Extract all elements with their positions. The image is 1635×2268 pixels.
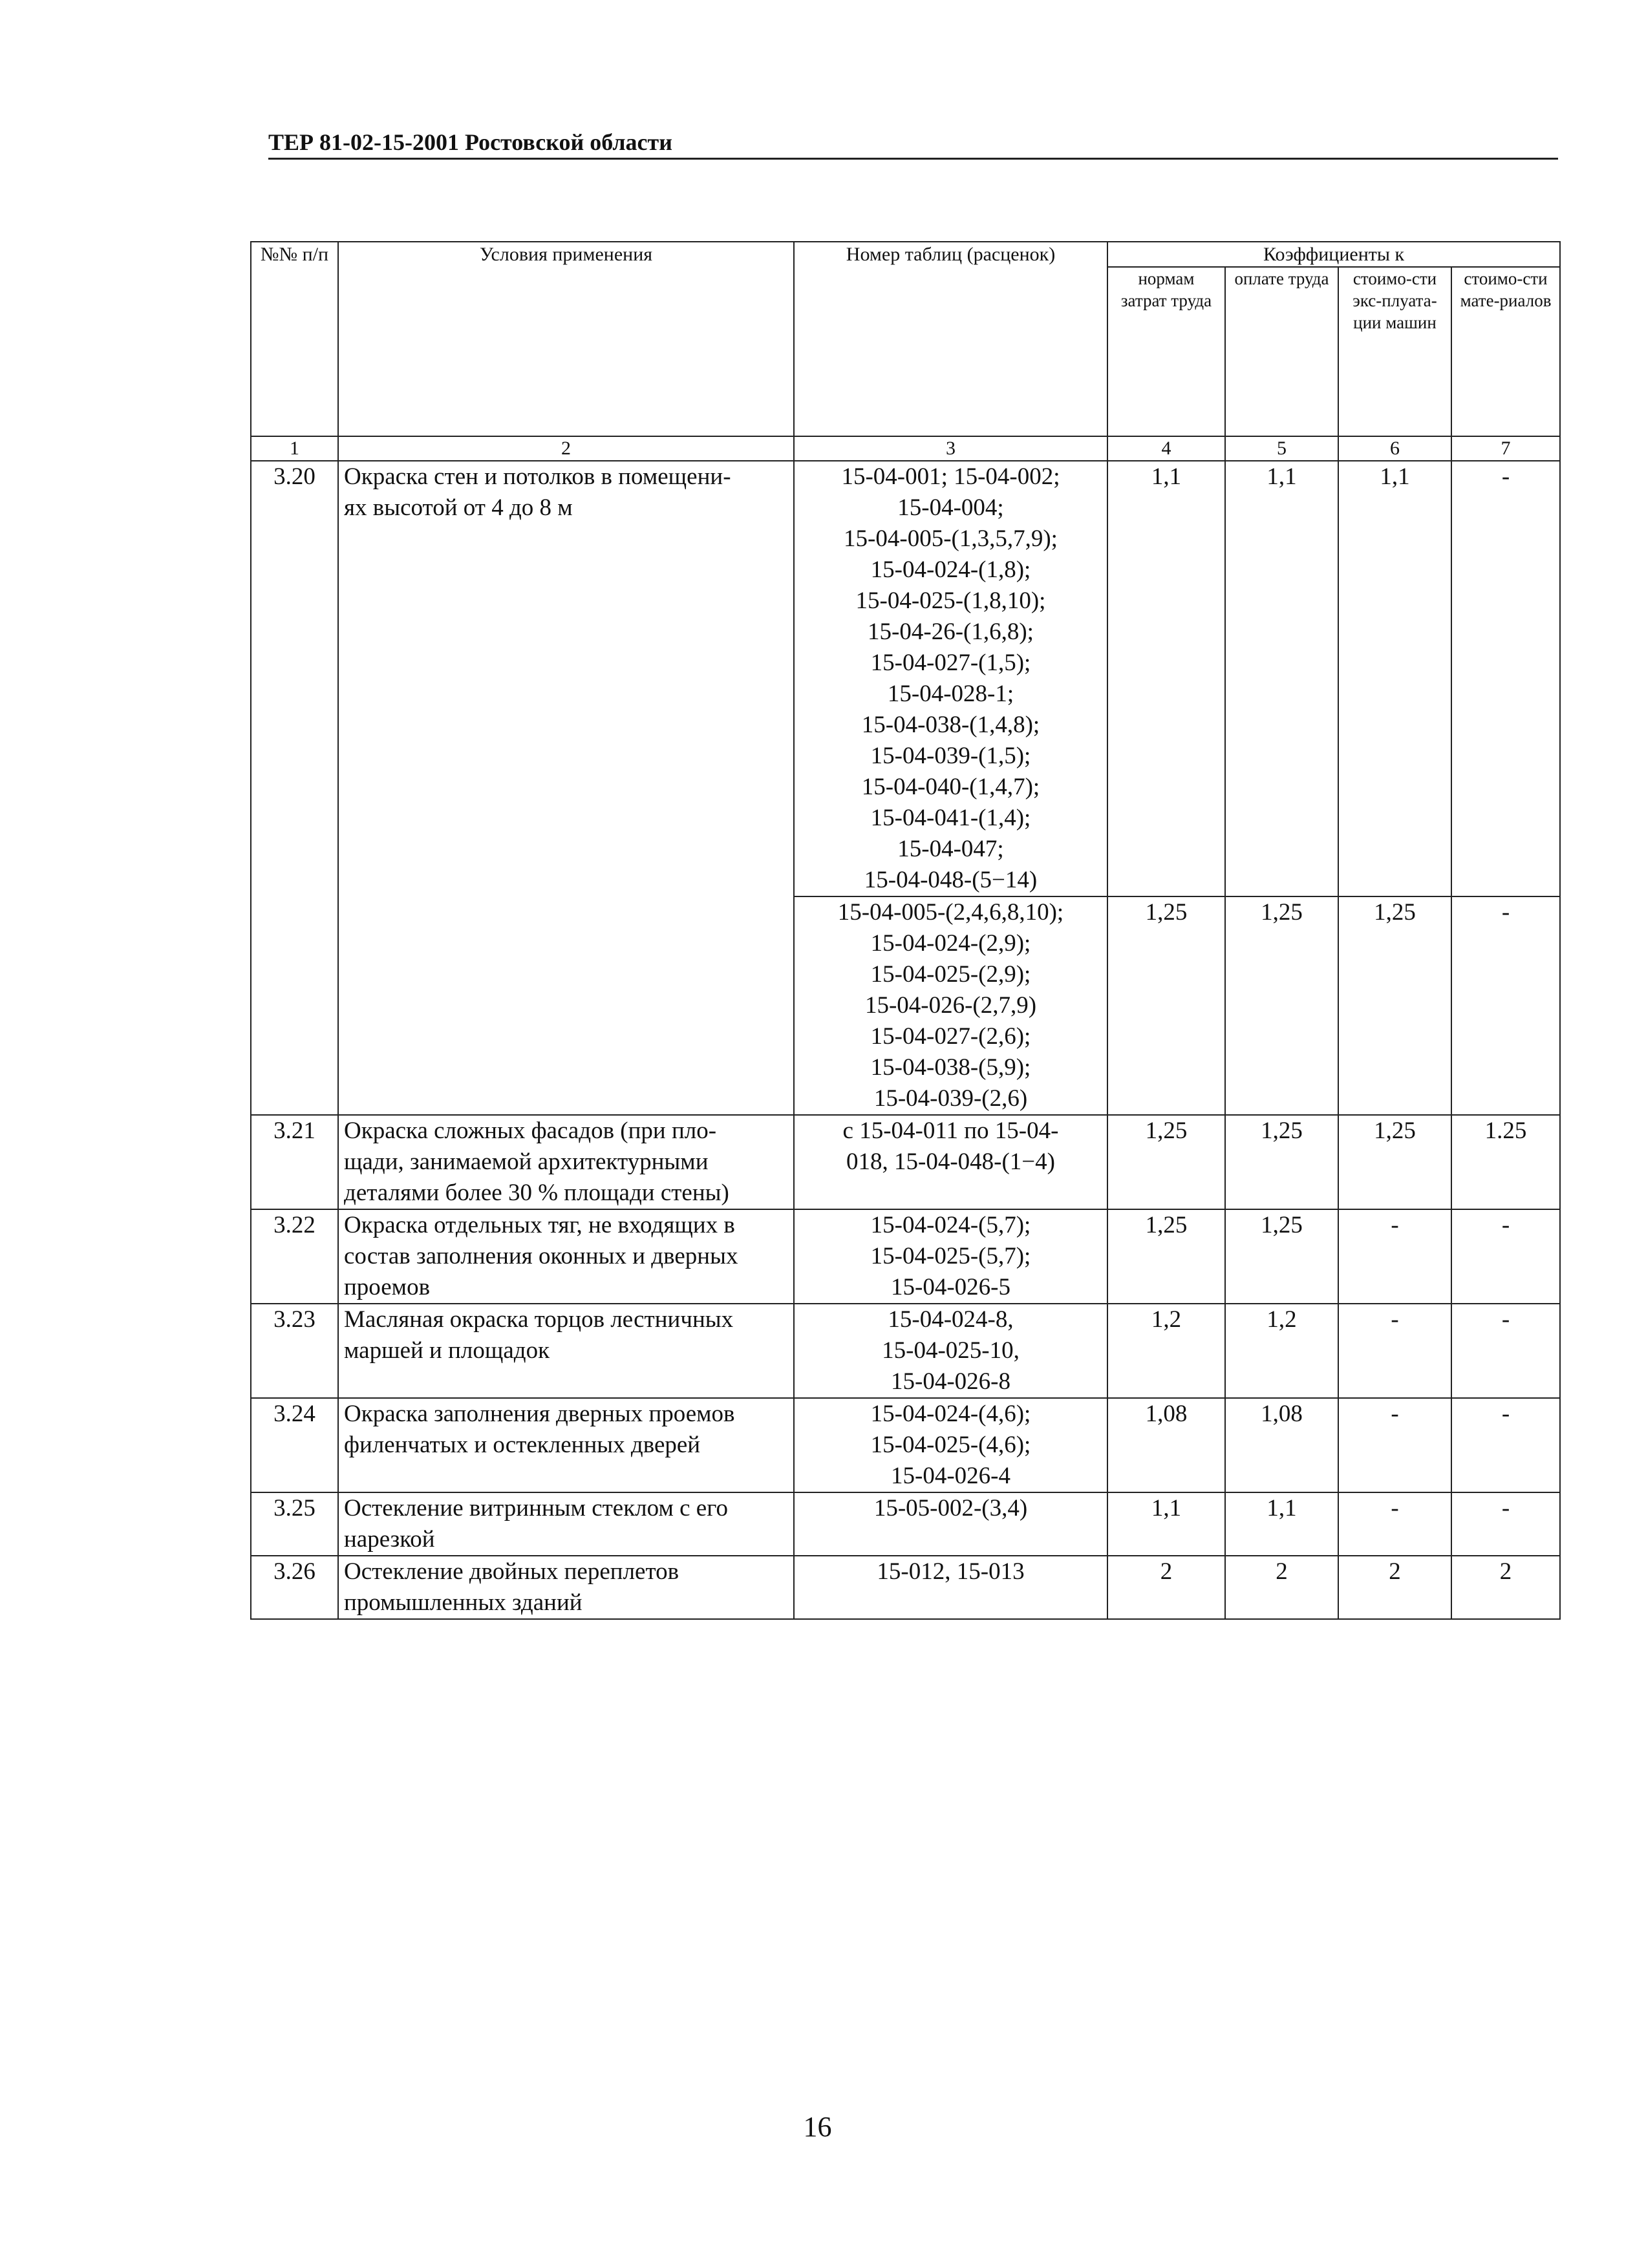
coef-material-cost: - <box>1451 1398 1560 1492</box>
coef-machine-cost: - <box>1338 1304 1451 1398</box>
row-table-numbers: с 15-04-011 по 15-04- 018, 15-04-048-(1−4) <box>794 1115 1107 1209</box>
header-coefficients-group: Коэффициенты к <box>1107 242 1560 267</box>
coef-material-cost: - <box>1451 1209 1560 1304</box>
header-table-numbers: Номер таблиц (расценок) <box>794 242 1107 436</box>
row-number: 3.20 <box>251 461 338 1115</box>
row-condition: Остекление двойных переплетов промышленных зданий <box>338 1556 794 1619</box>
coef-machine-cost: 1,25 <box>1338 1115 1451 1209</box>
column-number: 3 <box>794 436 1107 461</box>
row-table-numbers: 15-04-001; 15-04-002; 15-04-004; 15-04-005-(1,3,5,7,9); 15-04-024-(1,8); 15-04-025-(1,8,10); 15-04-26-(1,6,8); 15-04-027-(1,5); 15-04-028-1; 15-04-038-(1,4,8); 15-04-039-(1,5); 15-04-040-(1,4,7); 15-04-041-(1,4); 15-04-047; 15-04-048-(5−14) <box>794 461 1107 896</box>
coef-machine-cost: 1,1 <box>1338 461 1451 896</box>
coef-labor-pay: 2 <box>1225 1556 1338 1619</box>
row-condition: Окраска сложных фасадов (при пло- щади, занимаемой архитектурными деталями более 30 % площади стены) <box>338 1115 794 1209</box>
row-condition: Окраска стен и потолков в помещени- ях высотой от 4 до 8 м <box>338 461 794 1115</box>
coef-labor-pay: 1,2 <box>1225 1304 1338 1398</box>
row-condition: Окраска отдельных тяг, не входящих в состав заполнения оконных и дверных проемов <box>338 1209 794 1304</box>
coef-labor-norms: 1,1 <box>1107 1492 1225 1556</box>
coef-labor-norms: 1,1 <box>1107 461 1225 896</box>
coef-labor-pay: 1,1 <box>1225 461 1338 896</box>
row-table-numbers: 15-04-024-(5,7); 15-04-025-(5,7); 15-04-026-5 <box>794 1209 1107 1304</box>
column-number: 2 <box>338 436 794 461</box>
coef-labor-pay: 1,08 <box>1225 1398 1338 1492</box>
coef-machine-cost: - <box>1338 1209 1451 1304</box>
row-number: 3.21 <box>251 1115 338 1209</box>
coef-labor-norms: 1,25 <box>1107 1209 1225 1304</box>
coef-material-cost: - <box>1451 1492 1560 1556</box>
coef-machine-cost: 2 <box>1338 1556 1451 1619</box>
coef-machine-cost: - <box>1338 1398 1451 1492</box>
header-conditions: Условия применения <box>338 242 794 436</box>
coef-labor-norms: 2 <box>1107 1556 1225 1619</box>
document-header: ТЕР 81-02-15-2001 Ростовской области <box>268 128 1558 160</box>
coef-labor-pay: 1,1 <box>1225 1492 1338 1556</box>
coefficients-table <box>250 241 1561 1620</box>
row-number: 3.23 <box>251 1304 338 1398</box>
table-row <box>251 1398 1560 1492</box>
column-numbers-row <box>251 436 1560 461</box>
coef-labor-norms: 1,25 <box>1107 896 1225 1115</box>
table-row <box>251 1115 1560 1209</box>
row-number: 3.24 <box>251 1398 338 1492</box>
coef-material-cost: - <box>1451 896 1560 1115</box>
header-number: №№ п/п <box>251 242 338 436</box>
coef-labor-norms: 1,2 <box>1107 1304 1225 1398</box>
coef-material-cost: 1.25 <box>1451 1115 1560 1209</box>
table-row <box>251 1556 1560 1619</box>
coef-labor-pay: 1,25 <box>1225 896 1338 1115</box>
coef-labor-norms: 1,25 <box>1107 1115 1225 1209</box>
row-number: 3.26 <box>251 1556 338 1619</box>
coef-material-cost: 2 <box>1451 1556 1560 1619</box>
row-condition: Остекление витринным стеклом с его нарезкой <box>338 1492 794 1556</box>
table-row <box>251 1304 1560 1398</box>
column-number: 1 <box>251 436 338 461</box>
coef-labor-pay: 1,25 <box>1225 1115 1338 1209</box>
row-number: 3.25 <box>251 1492 338 1556</box>
row-condition: Окраска заполнения дверных проемов филенчатых и остекленных дверей <box>338 1398 794 1492</box>
header-material-cost: стоимо-сти мате-риалов <box>1451 267 1560 436</box>
header-labor-norms: нормам затрат труда <box>1107 267 1225 436</box>
table-row <box>251 1209 1560 1304</box>
table-row <box>251 461 1560 896</box>
row-table-numbers: 15-04-024-8, 15-04-025-10, 15-04-026-8 <box>794 1304 1107 1398</box>
header-machine-cost: стоимо-сти экс-плуата-ции машин <box>1338 267 1451 436</box>
column-number: 7 <box>1451 436 1560 461</box>
column-number: 4 <box>1107 436 1225 461</box>
page-number: 16 <box>803 2111 832 2143</box>
row-table-numbers: 15-04-005-(2,4,6,8,10); 15-04-024-(2,9); 15-04-025-(2,9); 15-04-026-(2,7,9) 15-04-027-(2,6); 15-04-038-(5,9); 15-04-039-(2,6) <box>794 896 1107 1115</box>
coef-material-cost: - <box>1451 1304 1560 1398</box>
header-labor-pay: оплате труда <box>1225 267 1338 436</box>
column-number: 5 <box>1225 436 1338 461</box>
row-condition: Масляная окраска торцов лестничных маршей и площадок <box>338 1304 794 1398</box>
row-table-numbers: 15-05-002-(3,4) <box>794 1492 1107 1556</box>
row-table-numbers: 15-04-024-(4,6); 15-04-025-(4,6); 15-04-026-4 <box>794 1398 1107 1492</box>
coef-machine-cost: 1,25 <box>1338 896 1451 1115</box>
table-row <box>251 1492 1560 1556</box>
coef-labor-norms: 1,08 <box>1107 1398 1225 1492</box>
row-table-numbers: 15-012, 15-013 <box>794 1556 1107 1619</box>
row-number: 3.22 <box>251 1209 338 1304</box>
coef-machine-cost: - <box>1338 1492 1451 1556</box>
column-number: 6 <box>1338 436 1451 461</box>
coef-material-cost: - <box>1451 461 1560 896</box>
coef-labor-pay: 1,25 <box>1225 1209 1338 1304</box>
